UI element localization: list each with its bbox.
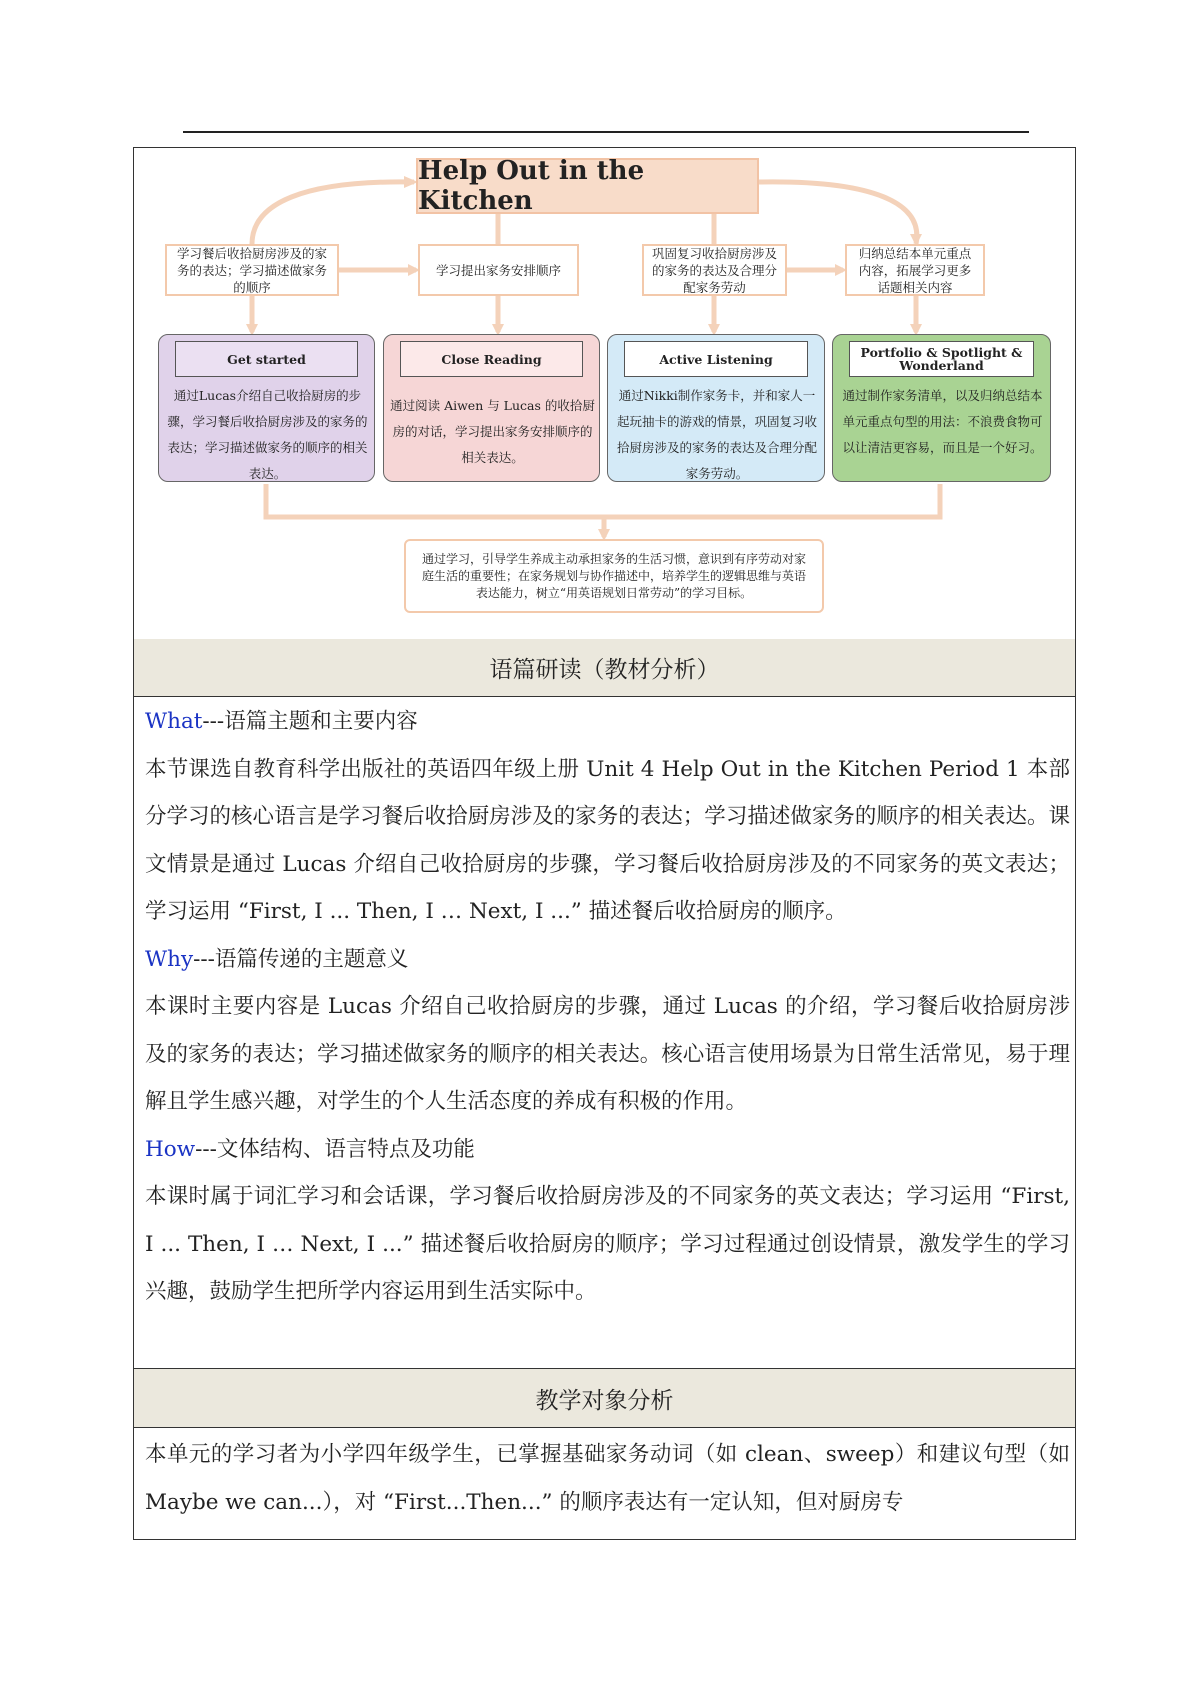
how-heading xyxy=(145,1126,1070,1174)
stage-title: Active Listening xyxy=(624,341,808,377)
section-heading-learner-analysis: 教学对象分析 xyxy=(134,1368,1075,1428)
objective-box-2: 学习提出家务安排顺序 xyxy=(418,244,579,296)
stage-close-reading xyxy=(383,334,600,482)
lesson-table xyxy=(133,147,1076,1540)
stage-description: 通过Nikki制作家务卡，并和家人一起玩抽卡的游戏的情景，巩固复习收拾厨房涉及的家务的表达及合理分配家务劳动。 xyxy=(616,388,817,481)
learner-analysis-content xyxy=(145,1431,1070,1526)
stage-description: 通过阅读 Aiwen 与 Lucas 的收拾厨房的对话，学习提出家务安排顺序的相关表达。 xyxy=(390,398,595,465)
diagram-title: Help Out in the Kitchen xyxy=(416,158,759,214)
stage-description: 通过Lucas介绍自己收拾厨房的步骤，学习餐后收拾厨房涉及的家务的表达；学习描述做家务的顺序的相关表达。 xyxy=(167,388,368,481)
what-label: What xyxy=(145,709,203,734)
objective-box-4: 归纳总结本单元重点内容，拓展学习更多话题相关内容 xyxy=(845,244,985,296)
why-heading xyxy=(145,936,1070,984)
what-title: ---语篇主题和主要内容 xyxy=(202,709,418,734)
stage-title: Get started xyxy=(175,341,358,377)
stage-active-listening xyxy=(607,334,825,482)
why-title: ---语篇传递的主题意义 xyxy=(193,946,409,972)
stage-title: Portfolio & Spotlight & Wonderland xyxy=(849,341,1034,377)
why-paragraph: 本课时主要内容是 Lucas 介绍自己收拾厨房的步骤，通过 Lucas 的介绍，学习餐后收拾厨房涉及的家务的表达；学习描述做家务的顺序的相关表达。核心语言使用场景为日常生活常见，易于理解且学生感兴趣，对学生的个人生活态度的养成有积极的作用。 xyxy=(145,994,1070,1114)
why-label: Why xyxy=(145,946,194,972)
how-title: ---文体结构、语言特点及功能 xyxy=(195,1136,475,1162)
unit-diagram xyxy=(134,148,1075,640)
text-analysis-content xyxy=(145,698,1070,1316)
header-rule xyxy=(183,131,1029,133)
how-label: How xyxy=(145,1136,196,1162)
learning-goal-box: 通过学习，引导学生养成主动承担家务的生活习惯，意识到有序劳动对家庭生活的重要性；在家务规划与协作描述中，培养学生的逻辑思维与英语表达能力，树立“用英语规划日常劳动”的学习目标。 xyxy=(404,539,824,613)
what-heading xyxy=(145,698,1070,746)
what-paragraph: 本节课选自教育科学出版社的英语四年级上册 Unit 4 Help Out in the Kitchen Period 1 本部分学习的核心语言是学习餐后收拾厨房涉及的家务的表达；学习描述做家务的顺序的相关表达。课文情景是通过 Lucas 介绍自己收拾厨房的步骤，学习餐后收拾厨房涉及的不同家务的英文表达；学习运用 “First, I ... Then, I … Next, I ...” 描述餐后收拾厨房的顺序。 xyxy=(145,756,1070,924)
stage-portfolio xyxy=(832,334,1051,482)
stage-title: Close Reading xyxy=(400,341,583,377)
how-paragraph: 本课时属于词汇学习和会话课，学习餐后收拾厨房涉及的不同家务的英文表达；学习运用 “First, I ... Then, I … Next, I ...” 描述餐后收拾厨房的顺序；学习过程通过创设情景，激发学生的学习兴趣，鼓励学生把所学内容运用到生活实际中。 xyxy=(145,1184,1070,1304)
section-heading-text-analysis: 语篇研读（教材分析） xyxy=(134,639,1075,697)
objective-box-3: 巩固复习收拾厨房涉及的家务的表达及合理分配家务劳动 xyxy=(642,244,787,296)
stage-description: 通过制作家务清单，以及归纳总结本单元重点句型的用法：不浪费食物可以让清洁更容易，而且是一个好习。 xyxy=(842,388,1043,455)
objective-box-1: 学习餐后收拾厨房涉及的家务的表达；学习描述做家务的顺序 xyxy=(165,244,339,296)
stage-get-started xyxy=(158,334,375,482)
learner-paragraph: 本单元的学习者为小学四年级学生，已掌握基础家务动词（如 clean、sweep）和建议句型（如 Maybe we can...），对 “First...Then...” 的顺序表达有一定认知，但对厨房专 xyxy=(145,1442,1070,1515)
